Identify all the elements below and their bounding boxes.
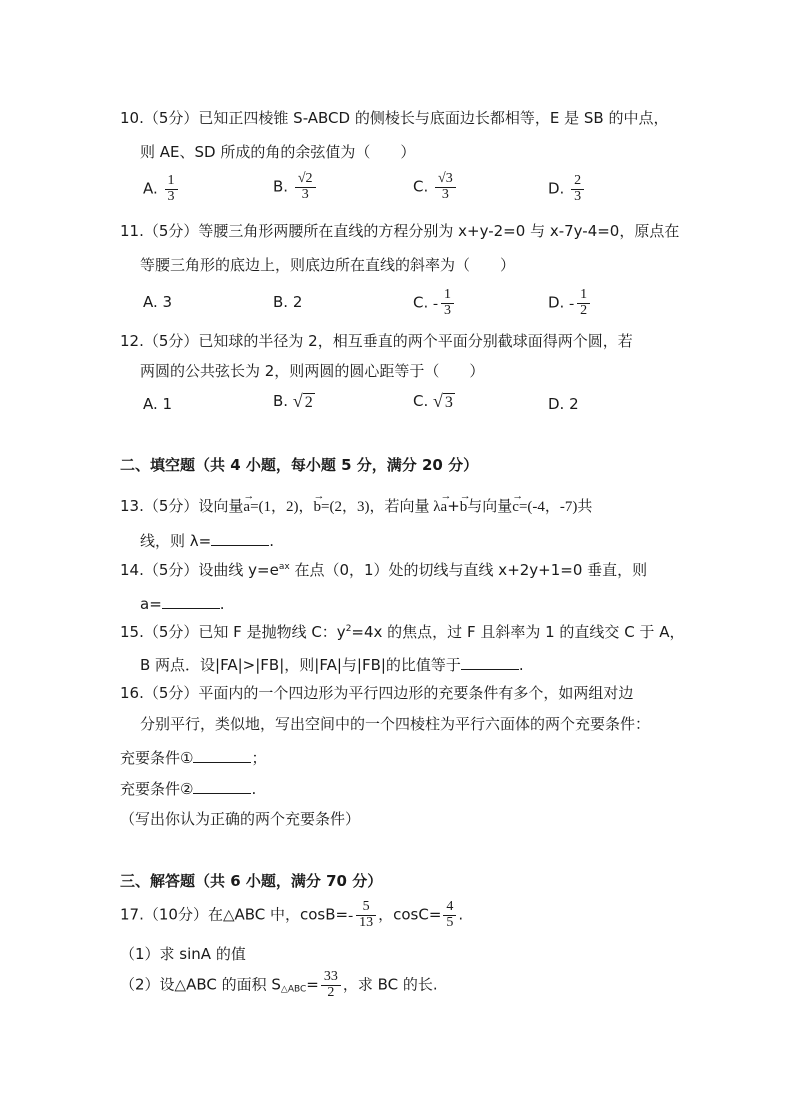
q13-line1: 13.（5分）设向量 → a=(1，2)， → b=(2，3)，若向量 λ → a+ → b与向量 → c=(-4，-7)共 <box>120 490 593 515</box>
q16-condition-1: 充要条件① ； <box>120 749 267 767</box>
q14-line1: 14.（5分）设曲线 $y=e^{ax}$ 在点（0，1）处的切线与直线 x+2y+1=0 垂直，则 <box>120 561 648 579</box>
fraction: $\frac{33}{2}$ <box>321 970 341 1000</box>
q11-line1: 11.（5分）等腰三角形两腰所在直线的方程分别为 x+y-2=0 与 x-7y-4=0，原点在 <box>120 222 680 240</box>
fraction: $\frac{1}{3}$ <box>441 288 454 318</box>
q15-line2: B 两点．设|FA|>|FB|，则|FA|与|FB|的比值等于 . <box>140 656 524 674</box>
fraction: $\frac{√3}{3}$ <box>435 172 456 202</box>
q12-option-c: C. √ 3 <box>413 391 453 411</box>
q16-condition-2: 充要条件② . <box>120 780 257 798</box>
vector-b: → b <box>313 490 325 515</box>
answer-blank[interactable] <box>461 656 519 670</box>
q10-option-d: D. $\frac{2}{3}$ <box>548 174 586 204</box>
q11-option-c: C. - $\frac{1}{3}$ <box>413 288 456 318</box>
q11-line2: 等腰三角形的底边上，则底边所在直线的斜率为（ ） <box>140 256 516 274</box>
q10-option-c: C. $\frac{√3}{3}$ <box>413 172 458 202</box>
q11-option-b: B. 2 <box>273 293 303 311</box>
q12-option-b: B. √ 2 <box>273 391 313 411</box>
radical: √ 2 <box>292 391 313 411</box>
q17-part-1: （1）求 sinA 的值 <box>120 945 246 963</box>
q12-option-d: D. 2 <box>548 395 579 413</box>
answer-blank[interactable] <box>193 749 251 763</box>
radical: √ 3 <box>433 391 453 411</box>
vector-c: → c <box>512 490 524 515</box>
fraction: $\frac{1}{2}$ <box>577 288 590 318</box>
q16-note: （写出你认为正确的两个充要条件） <box>120 810 361 828</box>
q10-line1: 10.（5分）已知正四棱锥 S-ABCD 的侧棱长与底面边长都相等，E 是 SB 的中点， <box>120 109 669 127</box>
fraction: $\frac{5}{13}$ <box>356 900 376 930</box>
q14-line2: a= . <box>140 595 225 613</box>
vector-b: → b <box>459 490 471 515</box>
q13-line2: 线，则 λ= . <box>140 532 274 550</box>
fraction: $\frac{1}{3}$ <box>165 174 178 204</box>
section-title-fill-blank: 二、填空题（共 4 小题，每小题 5 分，满分 20 分） <box>120 456 479 474</box>
q10-option-a: A. $\frac{1}{3}$ <box>143 174 180 204</box>
q11-option-a: A. 3 <box>143 293 173 311</box>
answer-blank[interactable] <box>162 595 220 609</box>
fraction: $\frac{4}{5}$ <box>443 900 456 930</box>
vector-a: → a <box>440 490 452 515</box>
q17-part-2: （2）设△ABC 的面积 $S_{\triangle ABC}=$ $\frac{33}{2}$ ，求 BC 的长. <box>120 969 438 1000</box>
q10-line2: 则 AE、SD 所成的角的余弦值为（ ） <box>140 143 416 161</box>
q16-line1: 16.（5分）平面内的一个四边形为平行四边形的充要条件有多个，如两组对边 <box>120 684 634 702</box>
fraction: $\frac{2}{3}$ <box>571 174 584 204</box>
q12-option-a: A. 1 <box>143 395 173 413</box>
q12-line2: 两圆的公共弦长为 2，则两圆的圆心距等于（ ） <box>140 362 485 380</box>
answer-blank[interactable] <box>193 780 251 794</box>
q12-line1: 12.（5分）已知球的半径为 2，相互垂直的两个平面分别截球面得两个圆，若 <box>120 332 633 350</box>
fraction: $\frac{√2}{3}$ <box>295 172 316 202</box>
answer-blank[interactable] <box>211 532 269 546</box>
q15-line1: 15.（5分）已知 F 是抛物线 C：$y^2=4x$ 的焦点，过 F 且斜率为 1 的直线交 C 于 A， <box>120 623 685 641</box>
q17-stem: 17.（10分）在△ABC 中，cosB=- $\frac{5}{13}$ ，cosC= $\frac{4}{5}$ . <box>120 899 464 930</box>
q11-option-d: D. - $\frac{1}{2}$ <box>548 288 592 318</box>
q10-option-b: B. $\frac{√2}{3}$ <box>273 172 318 202</box>
vector-a: → a <box>243 490 255 515</box>
q16-line2: 分别平行，类似地，写出空间中的一个四棱柱为平行六面体的两个充要条件： <box>140 715 651 733</box>
section-title-solutions: 三、解答题（共 6 小题，满分 70 分） <box>120 872 383 890</box>
